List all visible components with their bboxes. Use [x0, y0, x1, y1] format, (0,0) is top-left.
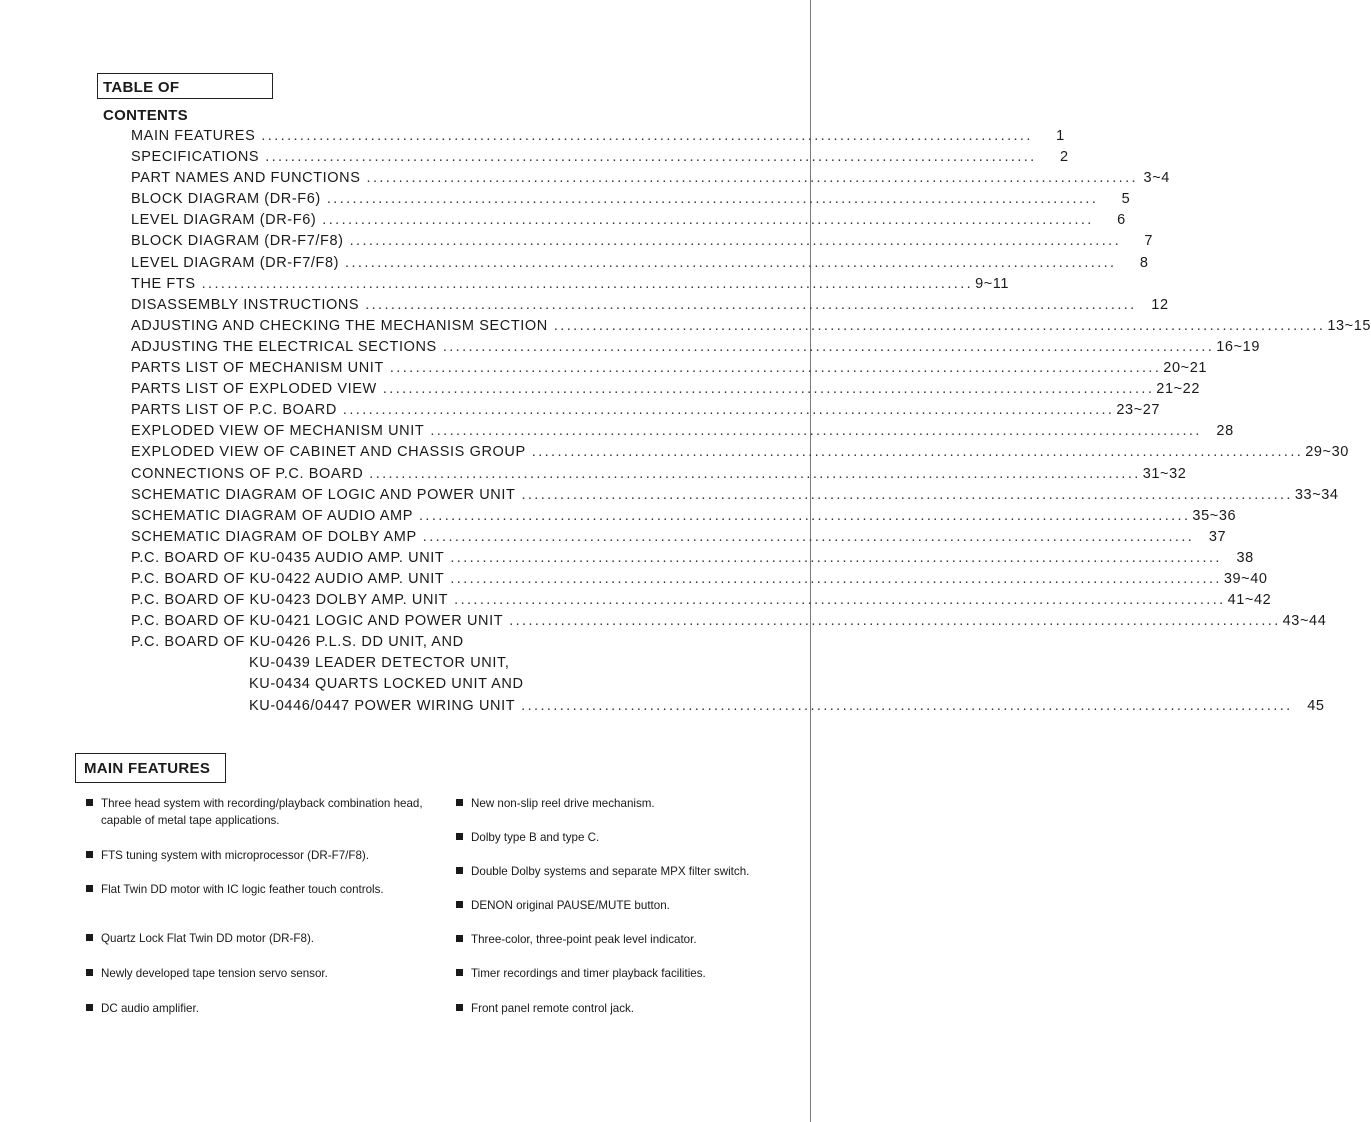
bullet-icon: [456, 1004, 463, 1011]
bullet-icon: [456, 799, 463, 806]
feature-item: [456, 1000, 801, 1017]
toc-row: [131, 655, 723, 676]
features-heading-box: [75, 753, 226, 783]
feature-text: Newly developed tape tension servo sensor.: [101, 967, 328, 980]
toc-heading-underline: [97, 98, 273, 100]
toc-entry-title: P.C. BOARD OF KU-0426 P.L.S. DD UNIT, AND: [131, 634, 464, 651]
toc-dot-leader: ........................................................................................................................: [349, 233, 1122, 250]
feature-text: New non-slip reel drive mechanism.: [471, 797, 655, 810]
toc-entry-title: P.C. BOARD OF KU-0422 AUDIO AMP. UNIT: [131, 570, 445, 587]
toc-entry-title: PART NAMES AND FUNCTIONS: [131, 170, 361, 187]
feature-text: Double Dolby systems and separate MPX filter switch.: [471, 865, 750, 878]
feature-text: Timer recordings and timer playback facilities.: [471, 967, 706, 980]
toc-row: [131, 549, 1254, 571]
toc-heading-box: [97, 73, 273, 124]
toc-entry-title: LEVEL DIAGRAM (DR-F7/F8): [131, 254, 340, 271]
toc-entry-title: EXPLODED VIEW OF MECHANISM UNIT: [131, 423, 425, 440]
toc-dot-leader: ........................................................................................................................: [422, 528, 1195, 545]
feature-item: [456, 795, 801, 812]
feature-text: Three head system with recording/playback combination head, capable of metal tape applications.: [101, 797, 423, 827]
toc-page-number: 41~42: [1227, 592, 1272, 609]
toc-entry-title: EXPLODED VIEW OF CABINET AND CHASSIS GROUP: [131, 444, 526, 461]
toc-dot-leader: ........................................................................................................................: [454, 592, 1226, 609]
toc-dot-leader: ........................................................................................................................: [365, 296, 1137, 313]
toc-dot-leader: ........................................................................................................................: [418, 507, 1191, 524]
feature-item: [456, 897, 801, 914]
bullet-icon: [86, 851, 93, 858]
toc-row: [131, 233, 1154, 254]
toc-entry-title: MAIN FEATURES: [131, 128, 256, 144]
toc-dot-leader: ........................................................................................................................: [509, 613, 1281, 630]
toc-entry-title: BLOCK DIAGRAM (DR-F6): [131, 191, 321, 208]
toc-dot-leader: ........................................................................................................................: [345, 254, 1117, 271]
toc-entry-title: SCHEMATIC DIAGRAM OF LOGIC AND POWER UNIT: [131, 486, 516, 503]
toc-row: [131, 317, 1371, 339]
feature-item: [456, 863, 801, 880]
toc-row: [131, 381, 1201, 402]
bullet-icon: [86, 1004, 93, 1011]
toc-entry-title: SCHEMATIC DIAGRAM OF AUDIO AMP: [131, 507, 413, 524]
toc-page-number: 1: [1056, 128, 1065, 144]
toc-row: [131, 634, 723, 655]
toc-row: [131, 486, 1339, 508]
feature-text: DENON original PAUSE/MUTE button.: [471, 899, 670, 912]
toc-entry-title: CONNECTIONS OF P.C. BOARD: [131, 465, 364, 482]
table-of-contents: [131, 128, 1371, 719]
feature-item: [86, 1000, 436, 1017]
bullet-icon: [86, 885, 93, 892]
toc-page-number: 33~34: [1294, 486, 1339, 503]
toc-heading: TABLE OF CONTENTS: [103, 79, 188, 124]
toc-row: [131, 676, 723, 697]
toc-row: [131, 191, 1131, 212]
toc-entry-title: THE FTS: [131, 275, 196, 292]
feature-item: [86, 881, 436, 898]
toc-entry-title: ADJUSTING AND CHECKING THE MECHANISM SECTION: [131, 317, 548, 334]
toc-dot-leader: ........................................................................................................................: [261, 128, 1033, 144]
toc-row: [131, 254, 1149, 276]
toc-dot-leader: ........................................................................................................................: [553, 317, 1326, 334]
toc-page-number: 37: [1208, 528, 1227, 545]
feature-item: [456, 931, 801, 948]
toc-row: [131, 507, 1237, 529]
toc-page-number: 13~15: [1327, 317, 1371, 334]
toc-page-number: 9~11: [975, 275, 1010, 292]
bullet-icon: [86, 799, 93, 806]
toc-entry-title: SPECIFICATIONS: [131, 149, 260, 166]
feature-text: FTS tuning system with microprocessor (DR-F7/F8).: [101, 849, 369, 862]
toc-page-number: 7: [1144, 233, 1154, 250]
bullet-icon: [456, 969, 463, 976]
toc-row: [131, 296, 1169, 318]
toc-page-number: 23~27: [1116, 402, 1161, 419]
toc-row: [131, 149, 1069, 170]
toc-page-number: 39~40: [1223, 570, 1268, 587]
toc-page-number: 12: [1151, 296, 1169, 313]
toc-dot-leader: ........................................................................................................................: [366, 170, 1138, 187]
toc-row: [131, 360, 1208, 381]
toc-dot-leader: ........................................................................................................................: [450, 570, 1222, 587]
bullet-icon: [86, 934, 93, 941]
toc-entry-title: P.C. BOARD OF KU-0435 AUDIO AMP. UNIT: [131, 549, 445, 566]
toc-dot-leader: ........................................................................................................................: [531, 444, 1304, 461]
toc-page-number: 20~21: [1163, 360, 1208, 377]
toc-entry-title: DISASSEMBLY INSTRUCTIONS: [131, 296, 360, 313]
toc-page-number: 2: [1059, 149, 1069, 166]
toc-page-number: 29~30: [1305, 444, 1349, 461]
toc-page-number: 8: [1139, 254, 1149, 271]
toc-row: [131, 275, 1010, 297]
feature-item: [456, 829, 801, 846]
toc-dot-leader: ........................................................................................................................: [442, 338, 1215, 355]
feature-text: Dolby type B and type C.: [471, 831, 600, 844]
feature-item: [86, 795, 436, 829]
feature-item: [86, 965, 436, 982]
toc-page-number: 6: [1117, 212, 1126, 229]
feature-item: [86, 847, 436, 864]
toc-row: [131, 613, 1327, 634]
toc-row: [131, 570, 1268, 592]
feature-text: DC audio amplifier.: [101, 1002, 199, 1015]
toc-entry-title: SCHEMATIC DIAGRAM OF DOLBY AMP: [131, 528, 417, 545]
feature-text: Three-color, three-point peak level indicator.: [471, 933, 697, 946]
toc-dot-leader: ........................................................................................................................: [389, 360, 1162, 377]
toc-entry-title: LEVEL DIAGRAM (DR-F6): [131, 212, 317, 229]
toc-entry-title: PARTS LIST OF P.C. BOARD: [131, 402, 337, 419]
toc-dot-leader: ........................................................................................................................: [521, 486, 1293, 503]
feature-item: [86, 930, 436, 947]
toc-page-number: 21~22: [1156, 381, 1201, 398]
toc-dot-leader: ........................................................................................................................: [430, 423, 1202, 440]
toc-entry-title: BLOCK DIAGRAM (DR-F7/F8): [131, 233, 344, 250]
bullet-icon: [456, 867, 463, 874]
toc-page-number: 43~44: [1282, 613, 1327, 630]
toc-row: [131, 402, 1161, 423]
toc-dot-leader: ........................................................................................................................: [201, 275, 974, 292]
toc-entry-title: P.C. BOARD OF KU-0421 LOGIC AND POWER UNIT: [131, 613, 504, 630]
toc-page-number: 38: [1236, 549, 1254, 566]
feature-text: Flat Twin DD motor with IC logic feather touch controls.: [101, 883, 384, 896]
toc-row: [131, 528, 1227, 550]
toc-page-number: 45: [1307, 697, 1325, 714]
toc-row: [131, 465, 1187, 487]
toc-dot-leader: ........................................................................................................................: [342, 402, 1115, 419]
toc-row: [131, 170, 1170, 191]
toc-dot-leader: ........................................................................................................................: [326, 191, 1099, 208]
toc-row: [131, 128, 1065, 149]
toc-dot-leader: ........................................................................................................................: [265, 149, 1037, 166]
toc-entry-title: ADJUSTING THE ELECTRICAL SECTIONS: [131, 338, 437, 355]
feature-text: Quartz Lock Flat Twin DD motor (DR-F8).: [101, 932, 315, 945]
toc-page-number: 28: [1216, 423, 1234, 440]
toc-entry-title: P.C. BOARD OF KU-0423 DOLBY AMP. UNIT: [131, 592, 449, 609]
toc-page-number: 35~36: [1192, 507, 1237, 524]
feature-item: [456, 965, 801, 982]
toc-row: [131, 444, 1349, 465]
toc-page-number: 31~32: [1142, 465, 1187, 482]
toc-dot-leader: ........................................................................................................................: [521, 697, 1293, 714]
bullet-icon: [86, 969, 93, 976]
toc-dot-leader: ........................................................................................................................: [382, 381, 1155, 398]
features-heading-underline: [75, 782, 226, 784]
toc-entry-title: KU-0439 LEADER DETECTOR UNIT,: [249, 655, 510, 672]
toc-entry-title: PARTS LIST OF MECHANISM UNIT: [131, 360, 384, 377]
toc-dot-leader: ........................................................................................................................: [450, 549, 1222, 566]
toc-row: [131, 697, 1325, 719]
feature-text: Front panel remote control jack.: [471, 1002, 635, 1015]
toc-entry-title: PARTS LIST OF EXPLODED VIEW: [131, 381, 377, 398]
features-heading: MAIN FEATURES: [84, 760, 211, 777]
toc-row: [131, 592, 1272, 613]
toc-page-number: 3~4: [1143, 170, 1170, 187]
bullet-icon: [456, 935, 463, 942]
bullet-icon: [456, 901, 463, 908]
bullet-icon: [456, 833, 463, 840]
toc-row: [131, 212, 1126, 233]
toc-row: [131, 423, 1234, 444]
toc-row: [131, 338, 1260, 360]
toc-page-number: 5: [1121, 191, 1131, 208]
toc-page-number: 16~19: [1216, 338, 1260, 355]
toc-entry-title: KU-0446/0447 POWER WIRING UNIT: [249, 697, 516, 714]
toc-dot-leader: ........................................................................................................................: [322, 212, 1094, 229]
toc-dot-leader: ........................................................................................................................: [369, 465, 1141, 482]
toc-entry-title: KU-0434 QUARTS LOCKED UNIT AND: [249, 676, 524, 693]
